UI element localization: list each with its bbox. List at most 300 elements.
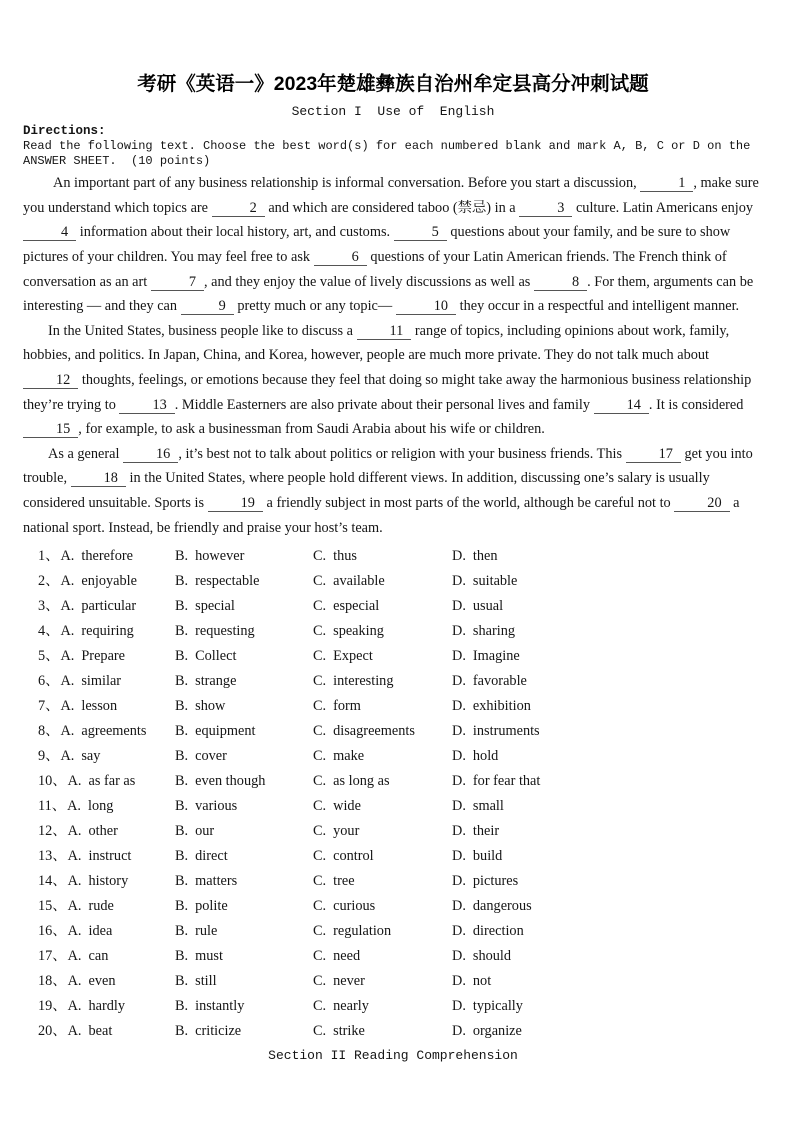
option-text: instruct (88, 848, 132, 865)
option-letter: B. (175, 548, 189, 565)
question-row-15 (23, 894, 763, 919)
question-number: 3、 (38, 598, 60, 615)
question-row-16 (23, 919, 763, 944)
option-letter: B. (175, 923, 189, 940)
option-b (175, 844, 313, 869)
option-letter: C. (313, 898, 327, 915)
option-letter: C. (313, 723, 327, 740)
question-row-14 (23, 869, 763, 894)
option-text: beat (88, 1023, 113, 1040)
option-a (38, 919, 175, 944)
option-letter: A. (60, 698, 75, 715)
option-letter: A. (60, 598, 75, 615)
option-text: other (88, 823, 118, 840)
option-a (38, 894, 175, 919)
option-text: long (87, 798, 114, 815)
option-letter: C. (313, 923, 327, 940)
option-c (313, 969, 452, 994)
option-b (175, 1019, 313, 1044)
question-row-10 (23, 769, 763, 794)
option-b (175, 819, 313, 844)
option-text: respectable (195, 573, 260, 590)
option-a (38, 719, 175, 744)
option-c (313, 819, 452, 844)
option-a (38, 969, 175, 994)
option-a (38, 844, 175, 869)
option-letter: C. (313, 648, 327, 665)
option-text: exhibition (472, 698, 531, 715)
option-d (452, 544, 763, 569)
option-text: form (333, 698, 361, 715)
option-letter: D. (452, 873, 466, 890)
question-number: 6、 (38, 673, 60, 690)
question-row-5 (23, 644, 763, 669)
cloze-blank-16: 16 (123, 446, 178, 463)
question-list (23, 544, 763, 1044)
option-text: idea (88, 923, 113, 940)
question-row-19 (23, 994, 763, 1019)
directions-label: Directions: (23, 124, 106, 138)
option-letter: D. (452, 673, 466, 690)
question-number: 20、 (38, 1023, 67, 1040)
option-b (175, 794, 313, 819)
question-row-11 (23, 794, 763, 819)
option-c (313, 794, 452, 819)
option-d (452, 894, 763, 919)
cloze-blank-13: 13 (119, 397, 174, 414)
option-letter: C. (313, 748, 327, 765)
option-d (452, 869, 763, 894)
option-text: as far as (88, 773, 136, 790)
option-letter: B. (175, 898, 189, 915)
option-letter: A. (67, 873, 82, 890)
option-c (313, 694, 452, 719)
option-text: make (333, 748, 365, 765)
cloze-blank-4: 4 (23, 224, 76, 241)
option-b (175, 594, 313, 619)
option-letter: A. (60, 573, 75, 590)
option-a (38, 669, 175, 694)
option-text: show (195, 698, 226, 715)
option-text: special (195, 598, 235, 615)
option-text: instantly (195, 998, 245, 1015)
option-letter: A. (67, 823, 82, 840)
option-letter: C. (313, 598, 327, 615)
option-text: tree (333, 873, 355, 890)
option-letter: A. (67, 973, 82, 990)
option-text: favorable (472, 673, 527, 690)
option-letter: B. (175, 798, 189, 815)
option-letter: C. (313, 998, 327, 1015)
option-text: curious (333, 898, 376, 915)
option-letter: C. (313, 948, 327, 965)
option-c (313, 894, 452, 919)
option-letter: A. (60, 648, 75, 665)
option-letter: D. (452, 548, 466, 565)
option-text: even (88, 973, 116, 990)
option-letter: B. (175, 748, 189, 765)
option-text: equipment (195, 723, 256, 740)
question-number: 16、 (38, 923, 67, 940)
question-number: 18、 (38, 973, 67, 990)
question-number: 9、 (38, 748, 60, 765)
question-number: 17、 (38, 948, 67, 965)
cloze-blank-2: 2 (212, 200, 265, 217)
option-letter: C. (313, 873, 327, 890)
option-letter: B. (175, 948, 189, 965)
option-letter: B. (175, 598, 189, 615)
option-text: history (88, 873, 129, 890)
option-text: their (472, 823, 500, 840)
question-number: 19、 (38, 998, 67, 1015)
option-text: should (472, 948, 512, 965)
option-letter: C. (313, 823, 327, 840)
option-c (313, 719, 452, 744)
question-number: 2、 (38, 573, 60, 590)
option-letter: C. (313, 798, 327, 815)
option-a (38, 1019, 175, 1044)
option-letter: A. (67, 848, 82, 865)
option-c (313, 569, 452, 594)
option-letter: B. (175, 648, 189, 665)
question-number: 15、 (38, 898, 67, 915)
option-b (175, 944, 313, 969)
option-letter: C. (313, 973, 327, 990)
option-letter: D. (452, 698, 466, 715)
option-b (175, 869, 313, 894)
option-c (313, 994, 452, 1019)
option-letter: C. (313, 698, 327, 715)
option-text: build (472, 848, 503, 865)
option-letter: B. (175, 673, 189, 690)
option-c (313, 869, 452, 894)
option-b (175, 994, 313, 1019)
option-a (38, 694, 175, 719)
question-number: 11、 (38, 798, 67, 815)
option-a (38, 644, 175, 669)
question-row-7 (23, 694, 763, 719)
option-text: pictures (472, 873, 519, 890)
option-letter: B. (175, 723, 189, 740)
cloze-passage (23, 171, 763, 540)
option-letter: B. (175, 848, 189, 865)
option-a (38, 619, 175, 644)
option-text: Imagine (472, 648, 520, 665)
option-text: direction (472, 923, 524, 940)
option-letter: B. (175, 773, 189, 790)
option-text: control (333, 848, 374, 865)
option-text: rule (195, 923, 218, 940)
option-text: can (88, 948, 109, 965)
option-d (452, 719, 763, 744)
cloze-blank-8: 8 (534, 274, 587, 291)
option-text: strike (333, 1023, 365, 1040)
option-d (452, 694, 763, 719)
question-row-17 (23, 944, 763, 969)
option-letter: D. (452, 998, 466, 1015)
option-text: criticize (195, 1023, 242, 1040)
option-a (38, 944, 175, 969)
option-text: organize (472, 1023, 522, 1040)
option-letter: A. (60, 748, 75, 765)
option-text: requesting (195, 623, 255, 640)
cloze-blank-1: 1 (640, 175, 693, 192)
option-text: interesting (333, 673, 394, 690)
option-b (175, 644, 313, 669)
option-letter: D. (452, 623, 466, 640)
option-letter: C. (313, 1023, 327, 1040)
option-letter: C. (313, 773, 327, 790)
option-a (38, 544, 175, 569)
option-letter: A. (67, 998, 82, 1015)
option-letter: A. (67, 798, 81, 815)
question-number: 14、 (38, 873, 67, 890)
question-number: 12、 (38, 823, 67, 840)
option-b (175, 769, 313, 794)
option-d (452, 1019, 763, 1044)
option-text: speaking (333, 623, 384, 640)
option-letter: D. (452, 798, 466, 815)
option-text: even though (195, 773, 266, 790)
option-letter: D. (452, 748, 466, 765)
option-c (313, 769, 452, 794)
option-text: small (472, 798, 504, 815)
option-text: typically (472, 998, 523, 1015)
question-row-6 (23, 669, 763, 694)
option-letter: A. (60, 623, 75, 640)
option-c (313, 669, 452, 694)
option-letter: D. (452, 948, 466, 965)
option-a (38, 994, 175, 1019)
option-text: still (195, 973, 217, 990)
option-letter: A. (67, 923, 82, 940)
option-text: various (195, 798, 238, 815)
option-text: for fear that (472, 773, 541, 790)
option-a (38, 869, 175, 894)
option-b (175, 744, 313, 769)
option-text: must (195, 948, 223, 965)
option-letter: B. (175, 623, 189, 640)
question-row-18 (23, 969, 763, 994)
option-text: particular (81, 598, 137, 615)
passage-paragraph: As a general 16 , it’s best not to talk about politics or religion with your business friends. This 17 get you into trouble, 18 in the United States, where people hold different views. In addition, discussing one’s salary is usually considered unsuitable. Sports is 19 a friendly subject in most parts of the world, although be careful not to 20 a national sport. Instead, be friendly and praise your host’s team. (23, 445, 753, 536)
passage-paragraph: An important part of any business relationship is informal conversation. Before you start a discussion, 1 , make sure you understand which topics are 2 and which are considered taboo (禁忌) in a 3 culture. Latin Americans enjoy 4 information about their local history, art, and customs. 5 questions about your family, and be sure to show pictures of your children. You may feel free to ask 6 questions of your Latin American friends. The French think of conversation as an art 7 , and they enjoy the value of lively discussions as well as 8 . For them, arguments can be interesting — and they can 9 pretty much or any topic— 10 they occur in a respectful and intelligent manner. (23, 175, 759, 315)
option-b (175, 719, 313, 744)
option-b (175, 569, 313, 594)
cloze-blank-10: 10 (396, 298, 456, 315)
option-letter: B. (175, 873, 189, 890)
question-number: 8、 (38, 723, 60, 740)
option-letter: A. (60, 723, 75, 740)
option-text: cover (195, 748, 227, 765)
option-letter: D. (452, 773, 466, 790)
option-letter: B. (175, 698, 189, 715)
directions-text: Read the following text. Choose the best word(s) for each numbered blank and mark A, B, C or D on the ANSWER SHEET. (10 points) (23, 139, 758, 168)
option-text: hold (472, 748, 499, 765)
option-letter: D. (452, 898, 466, 915)
question-row-1 (23, 544, 763, 569)
cloze-blank-7: 7 (151, 274, 204, 291)
option-text: suitable (472, 573, 518, 590)
question-row-2 (23, 569, 763, 594)
option-letter: A. (67, 773, 82, 790)
option-a (38, 594, 175, 619)
option-text: our (195, 823, 215, 840)
option-c (313, 544, 452, 569)
option-text: sharing (472, 623, 515, 640)
option-letter: D. (452, 823, 466, 840)
option-text: therefore (81, 548, 133, 565)
option-text: Collect (195, 648, 237, 665)
option-b (175, 894, 313, 919)
option-c (313, 744, 452, 769)
cloze-blank-17: 17 (626, 446, 681, 463)
option-c (313, 944, 452, 969)
option-a (38, 794, 175, 819)
option-d (452, 969, 763, 994)
question-row-8 (23, 719, 763, 744)
question-number: 10、 (38, 773, 67, 790)
option-b (175, 619, 313, 644)
option-text: instruments (472, 723, 540, 740)
option-c (313, 1019, 452, 1044)
question-number: 4、 (38, 623, 60, 640)
option-b (175, 669, 313, 694)
option-d (452, 944, 763, 969)
section2-heading: Section II Reading Comprehension (268, 1048, 518, 1064)
question-number: 13、 (38, 848, 67, 865)
option-letter: A. (60, 548, 75, 565)
cloze-blank-20: 20 (674, 495, 729, 512)
passage-paragraph: In the United States, business people like to discuss a 11 range of topics, including opinions about work, family, hobbies, and politics. In Japan, China, and Korea, however, people are much more private. They do not talk much about 12 thoughts, feelings, or emotions because they feel that doing so might take away the harmonious business relationship they’re trying to 13 . Middle Easterners are also private about their personal lives and family 14 . It is considered 15 , for example, to ask a businessman from Saudi Arabia about his wife or children. (23, 322, 752, 438)
option-text: polite (195, 898, 228, 915)
option-text: lesson (81, 698, 118, 715)
option-text: never (333, 973, 365, 990)
option-text: not (472, 973, 492, 990)
question-number: 5、 (38, 648, 60, 665)
option-b (175, 969, 313, 994)
option-letter: D. (452, 1023, 466, 1040)
option-text: dangerous (472, 898, 532, 915)
option-letter: B. (175, 998, 189, 1015)
option-text: disagreements (333, 723, 415, 740)
option-a (38, 744, 175, 769)
option-text: requiring (81, 623, 134, 640)
option-letter: B. (175, 1023, 189, 1040)
option-letter: C. (313, 573, 327, 590)
option-b (175, 694, 313, 719)
section1-heading: Section I Use of English (291, 104, 495, 119)
option-d (452, 644, 763, 669)
option-c (313, 619, 452, 644)
option-letter: D. (452, 723, 466, 740)
option-letter: D. (452, 923, 466, 940)
option-d (452, 619, 763, 644)
option-c (313, 844, 452, 869)
option-c (313, 644, 452, 669)
option-d (452, 819, 763, 844)
option-text: your (333, 823, 360, 840)
option-letter: D. (452, 648, 466, 665)
option-c (313, 919, 452, 944)
question-number: 7、 (38, 698, 60, 715)
option-letter: C. (313, 848, 327, 865)
question-row-4 (23, 619, 763, 644)
cloze-blank-5: 5 (394, 224, 447, 241)
option-letter: C. (313, 623, 327, 640)
option-d (452, 794, 763, 819)
cloze-blank-6: 6 (314, 249, 367, 266)
option-letter: A. (60, 673, 75, 690)
option-letter: D. (452, 598, 466, 615)
option-text: nearly (333, 998, 369, 1015)
cloze-blank-11: 11 (357, 323, 412, 340)
option-a (38, 769, 175, 794)
question-row-20 (23, 1019, 763, 1044)
option-text: usual (472, 598, 504, 615)
option-d (452, 569, 763, 594)
option-letter: B. (175, 973, 189, 990)
option-letter: A. (67, 948, 82, 965)
option-text: matters (195, 873, 238, 890)
option-text: Expect (333, 648, 373, 665)
question-row-3 (23, 594, 763, 619)
option-text: strange (195, 673, 237, 690)
option-text: rude (88, 898, 114, 915)
option-b (175, 544, 313, 569)
option-text: however (195, 548, 245, 565)
option-letter: D. (452, 573, 466, 590)
option-text: agreements (81, 723, 147, 740)
cloze-blank-18: 18 (71, 470, 126, 487)
option-text: direct (195, 848, 228, 865)
option-text: then (472, 548, 498, 565)
option-d (452, 594, 763, 619)
option-d (452, 744, 763, 769)
question-row-12 (23, 819, 763, 844)
option-letter: C. (313, 673, 327, 690)
option-text: need (333, 948, 361, 965)
option-text: say (81, 748, 101, 765)
cloze-blank-9: 9 (181, 298, 234, 315)
option-d (452, 994, 763, 1019)
cloze-blank-19: 19 (208, 495, 263, 512)
option-text: enjoyable (81, 573, 137, 590)
option-d (452, 669, 763, 694)
option-text: hardly (88, 998, 126, 1015)
option-text: available (333, 573, 385, 590)
option-text: similar (81, 673, 122, 690)
cloze-blank-3: 3 (519, 200, 572, 217)
option-letter: A. (67, 898, 82, 915)
cloze-blank-12: 12 (23, 372, 78, 389)
option-letter: D. (452, 848, 466, 865)
question-number: 1、 (38, 548, 60, 565)
option-d (452, 769, 763, 794)
cloze-blank-14: 14 (594, 397, 649, 414)
option-text: regulation (333, 923, 392, 940)
option-letter: B. (175, 823, 189, 840)
option-text: especial (333, 598, 380, 615)
option-d (452, 844, 763, 869)
option-d (452, 919, 763, 944)
option-letter: C. (313, 548, 327, 565)
option-text: wide (333, 798, 361, 815)
option-a (38, 819, 175, 844)
cloze-blank-15: 15 (23, 421, 78, 438)
option-letter: B. (175, 573, 189, 590)
option-text: as long as (333, 773, 390, 790)
